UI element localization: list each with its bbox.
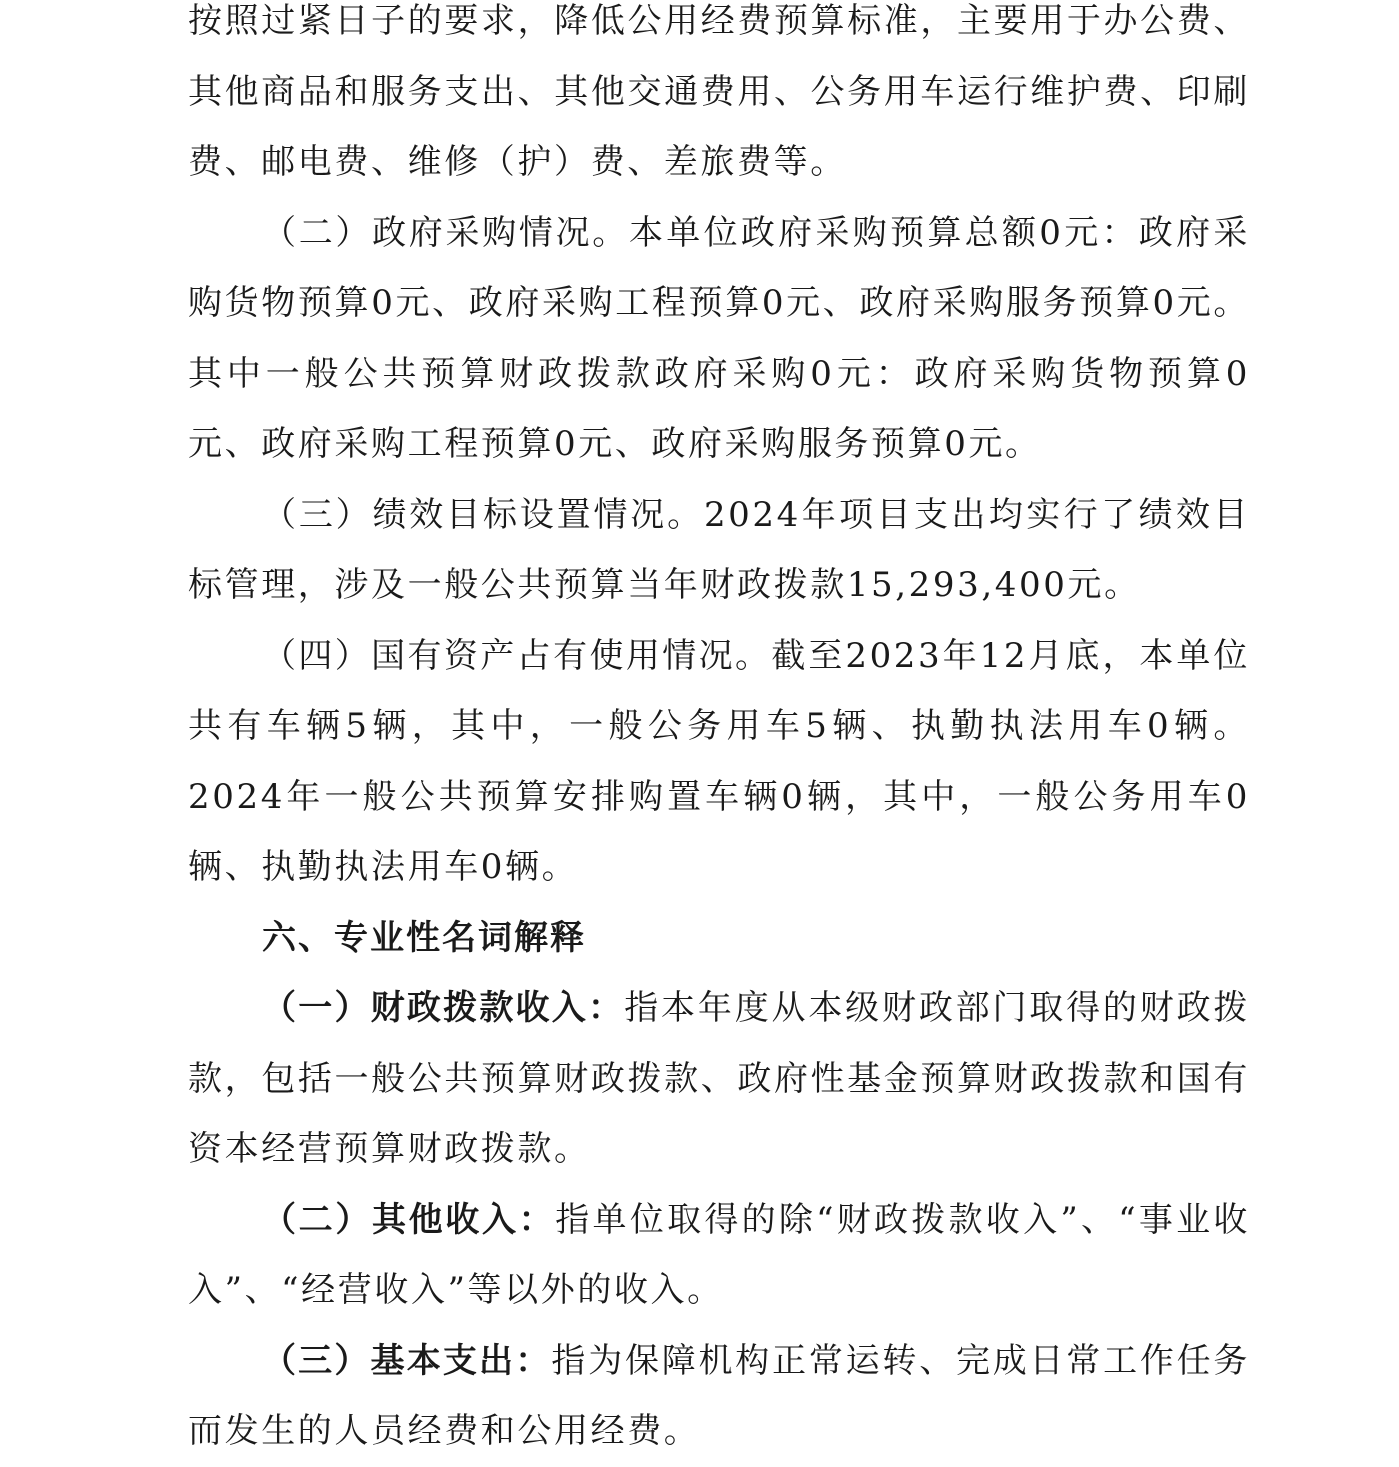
paragraph-lead: （三）绩效目标设置情况。 xyxy=(262,494,704,535)
paragraph-performance-targets xyxy=(188,480,1250,621)
paragraph-public-funds xyxy=(188,0,1250,198)
paragraph-text: 截至2023年12月底，本单位共有车辆5辆，其中，一般公务用车5辆、执勤执法用车0辆。2024年一般公共预算安排购置车辆0辆，其中，一般公务用车0辆、执勤执法用车0辆。 xyxy=(188,635,1250,887)
definition-term: （二）其他收入： xyxy=(262,1199,556,1240)
definition-term: （一）财政拨款收入： xyxy=(262,988,625,1028)
section-heading: 六、专业性名词解释 xyxy=(262,917,586,958)
paragraph-state-assets xyxy=(188,621,1250,903)
definition-term: （三）基本支出： xyxy=(262,1340,552,1381)
paragraph-text: 2024年项目支出均实行了绩效目标管理，涉及一般公共预算当年财政拨款15,293,400元。 xyxy=(188,494,1250,605)
paragraph-lead: （四）国有资产占有使用情况。 xyxy=(262,635,772,676)
paragraph-government-procurement xyxy=(188,198,1250,480)
document-page xyxy=(188,0,1250,1467)
definition-other-income xyxy=(188,1185,1250,1326)
paragraph-lead: （二）政府采购情况。 xyxy=(262,212,629,253)
definition-fiscal-appropriation-income xyxy=(188,973,1250,1185)
definition-basic-expenditure xyxy=(188,1326,1250,1467)
definition-text: 指本年度从本级财政部门取得的财政拨款，包括一般公共预算财政拨款、政府性基金预算财政拨款和国有资本经营预算财政拨款。 xyxy=(188,988,1251,1169)
paragraph-text: 按照过紧日子的要求，降低公用经费预算标准，主要用于办公费、其他商品和服务支出、其他交通费用、公务用车运行维护费、印刷费、邮电费、维修（护）费、差旅费等。 xyxy=(188,1,1250,182)
definition-text: 指为保障机构正常运转、完成日常工作任务而发生的人员经费和公用经费。 xyxy=(188,1340,1251,1451)
paragraph-text: 本单位政府采购预算总额0元：政府采购货物预算0元、政府采购工程预算0元、政府采购服务预算0元。其中一般公共预算财政拨款政府采购0元：政府采购货物预算0元、政府采购工程预算0元、政府采购服务预算0元。 xyxy=(188,212,1250,464)
definition-text: 指单位取得的除“财政拨款收入”、“事业收入”、“经营收入”等以外的收入。 xyxy=(188,1199,1250,1310)
